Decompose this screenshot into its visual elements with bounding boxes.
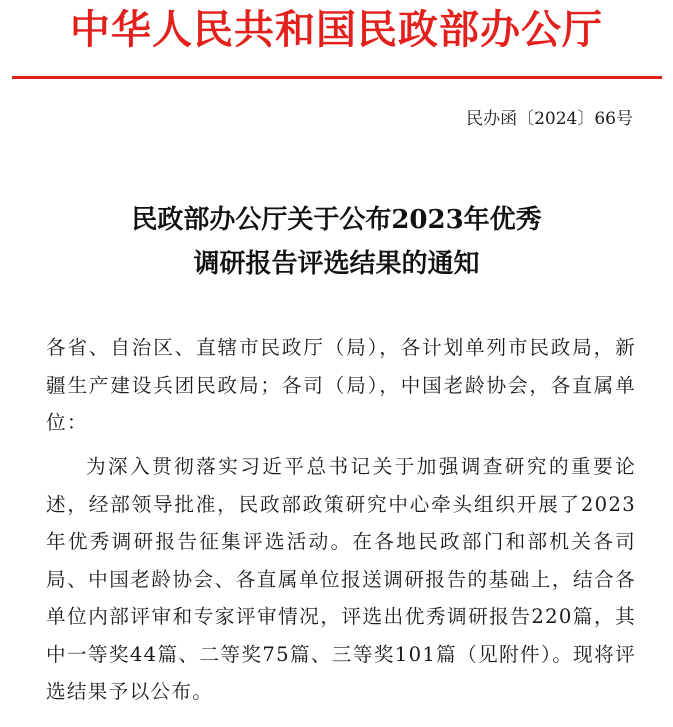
salutation: 各省、自治区、直辖市民政厅（局），各计划单列市民政局，新疆生产建设兵团民政局；各司（局），中国老龄协会，各直属单位：: [46, 336, 636, 434]
document-number: 民办函〔2024〕66号: [466, 109, 633, 129]
document-title-line2: 调研报告评选结果的通知: [193, 249, 480, 279]
document-title-line1: 民政部办公厅关于公布2023年优秀: [131, 205, 542, 235]
letterhead-title: 中华人民共和国民政部办公厅: [70, 6, 603, 53]
body-paragraph: 为深入贯彻落实习近平总书记关于加强调查研究的重要论述，经部领导批准，民政部政策研究中心牵头组织开展了2023年优秀调研报告征集评选活动。在各地民政部门和部机关各司局、中国老龄协会、各直属单位报送调研报告的基础上，结合各单位内部评审和专家评审情况，评选出优秀调研报告220篇，其中一等奖44篇、二等奖75篇、三等奖101篇（见附件）。现将评选结果予以公布。: [46, 455, 636, 703]
letterhead-red-rule: [12, 76, 662, 79]
